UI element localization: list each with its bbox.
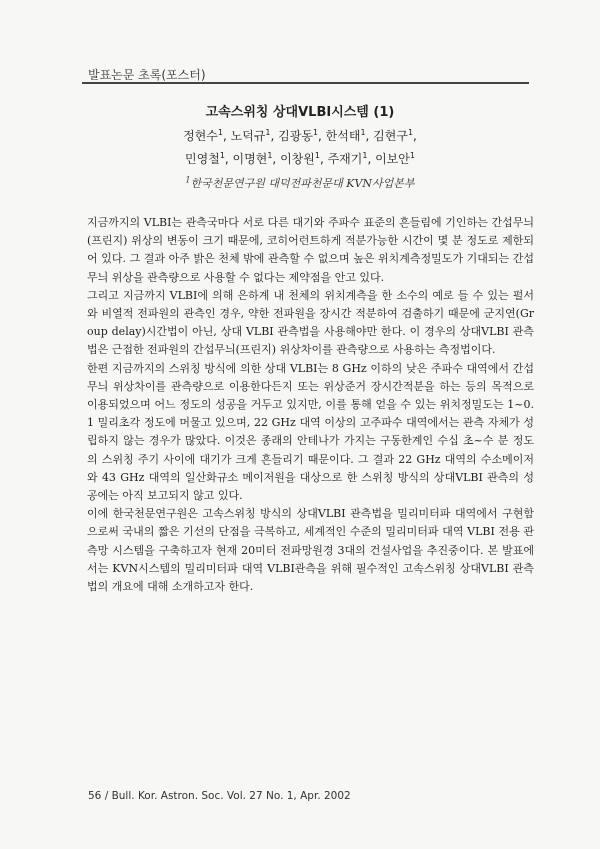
abstract-paragraph: 그리고 지금까지 VLBI에 의해 은하계 내 천체의 위치계측을 한 소수의 예로 들 수 있는 펄서와 비열적 전파원의 관측인 경우, 약한 전파원을 장시간 적분하여 검출하기 때문에 군지연(Group delay)시간법이 아닌, 상대 VLBI 관측법을 사용해야만 한다. 이 경우의 상대VLBI 관측법은 근접한 전파원의 간섭무늬(프린지) 위상차이를 관측량으로 사용하는 측정법이다. — [87, 288, 534, 357]
author-mark: 1 — [312, 128, 319, 137]
author-mark: 1 — [265, 128, 271, 137]
author-name: 주재기 — [327, 152, 363, 166]
author-name: 정현수 — [183, 129, 218, 143]
author-name: 김광동 — [278, 129, 313, 143]
author-mark: 1 — [217, 128, 223, 137]
paper-title: 고속스위칭 상대VLBI시스템 (1) — [205, 105, 395, 120]
author-mark: 1 — [267, 151, 273, 160]
abstract-paragraph: 이에 한국천문연구원은 고속스위칭 방식의 상대VLBI 관측법을 밀리미터파 대역에서 구현함으로써 국내의 짧은 기선의 단점을 극복하고, 세계적인 수준의 밀리미터파 대역 VLBI 전용 관측망 시스템을 구축하고자 현재 20미터 전파망원경 3대의 건설사업을 추진중이다. 본 발표에서는 KVN시스템의 밀리미터파 대역 VLBI관측을 위해 필수적인 고속스위칭 상대VLBI 관측법의 개요에 대해 소개하고자 한다. — [87, 507, 534, 594]
author-mark: 1 — [219, 151, 225, 160]
author-mark: 1 — [360, 128, 366, 137]
section-label: 발표논문 초록(포스터) — [88, 68, 206, 82]
author-name: 김현구 — [373, 129, 408, 143]
affiliation-text: 한국천문연구원 대덕전파천문대 KVN사업본부 — [190, 177, 415, 190]
author-mark: 1 — [362, 151, 368, 160]
author-line-1: 정현수$^1$, 노덕규$^1$, 김광동$^1$, 한석태$^1$, 김현구$^1$, — [183, 128, 417, 143]
abstract-paragraph: 지금까지의 VLBI는 관측국마다 서로 다른 대기와 주파수 표준의 흔들림에 기인하는 간섭무늬(프린지) 위상의 변동이 크기 때문에, 코히어런트하게 적분가능한 시간이 몇 분 정도로 제한되어 있다. 그 결과 아주 밝은 천체 밖에 관측할 수 없으며 높은 위치계측정밀도가 기대되는 간섭무늬 위상을 관측량으로 사용할 수 없다는 제약점을 안고 있다. — [87, 216, 534, 284]
author-name: 이보안 — [375, 152, 410, 166]
abstract-body — [87, 214, 534, 596]
author-mark: 1 — [314, 151, 320, 160]
author-name: 이창원 — [280, 152, 315, 166]
author-name: 민영철 — [185, 152, 220, 166]
header-rule — [82, 82, 529, 84]
abstract-paragraph: 한편 지금까지의 스위칭 방식에 의한 상대 VLBI는 8 GHz 이하의 낮은 주파수 대역에서 간섭무늬 위상차이를 관측량으로 이용한다든지 또는 위상준거 장시간적분을 하는 등의 목적으로 이용되었으며 어느 정도의 성공을 거두고 있지만, 이를 통해 얻을 수 있는 위치정밀도는 1~0.1 밀리초각 정도에 머물고 있으며, 22 GHz 대역 이상의 고주파수 대역에서는 관측 자체가 성립하지 않는 경우가 많았다. 이것은 종래의 안테나가 가지는 구동한계인 수십 초~수 분 정도의 스위칭 주기 사이에 대기가 크게 흔들리기 때문이다. 그 결과 22 GHz 대역의 수소메이저와 43 GHz 대역의 일산화규소 메이저원을 대상으로 한 스위칭 방식의 상대VLBI 관측의 성공에는 아직 보고되지 않고 있다. — [87, 361, 534, 503]
author-mark: 1 — [407, 128, 414, 137]
author-line-2: 민영철$^1$, 이명현$^1$, 이창원$^1$, 주재기$^1$, 이보안$^1$ — [185, 151, 415, 166]
affiliation — [0, 175, 600, 191]
author-name: 노덕규 — [230, 129, 266, 143]
author-name: 한석태 — [325, 129, 361, 143]
author-name: 이명현 — [232, 152, 268, 166]
page-footer: 56 / Bull. Kor. Astron. Soc. Vol. 27 No. 1, Apr. 2002 — [88, 790, 351, 802]
affiliation-mark: 1 — [185, 175, 191, 185]
author-mark: 1 — [409, 151, 415, 160]
